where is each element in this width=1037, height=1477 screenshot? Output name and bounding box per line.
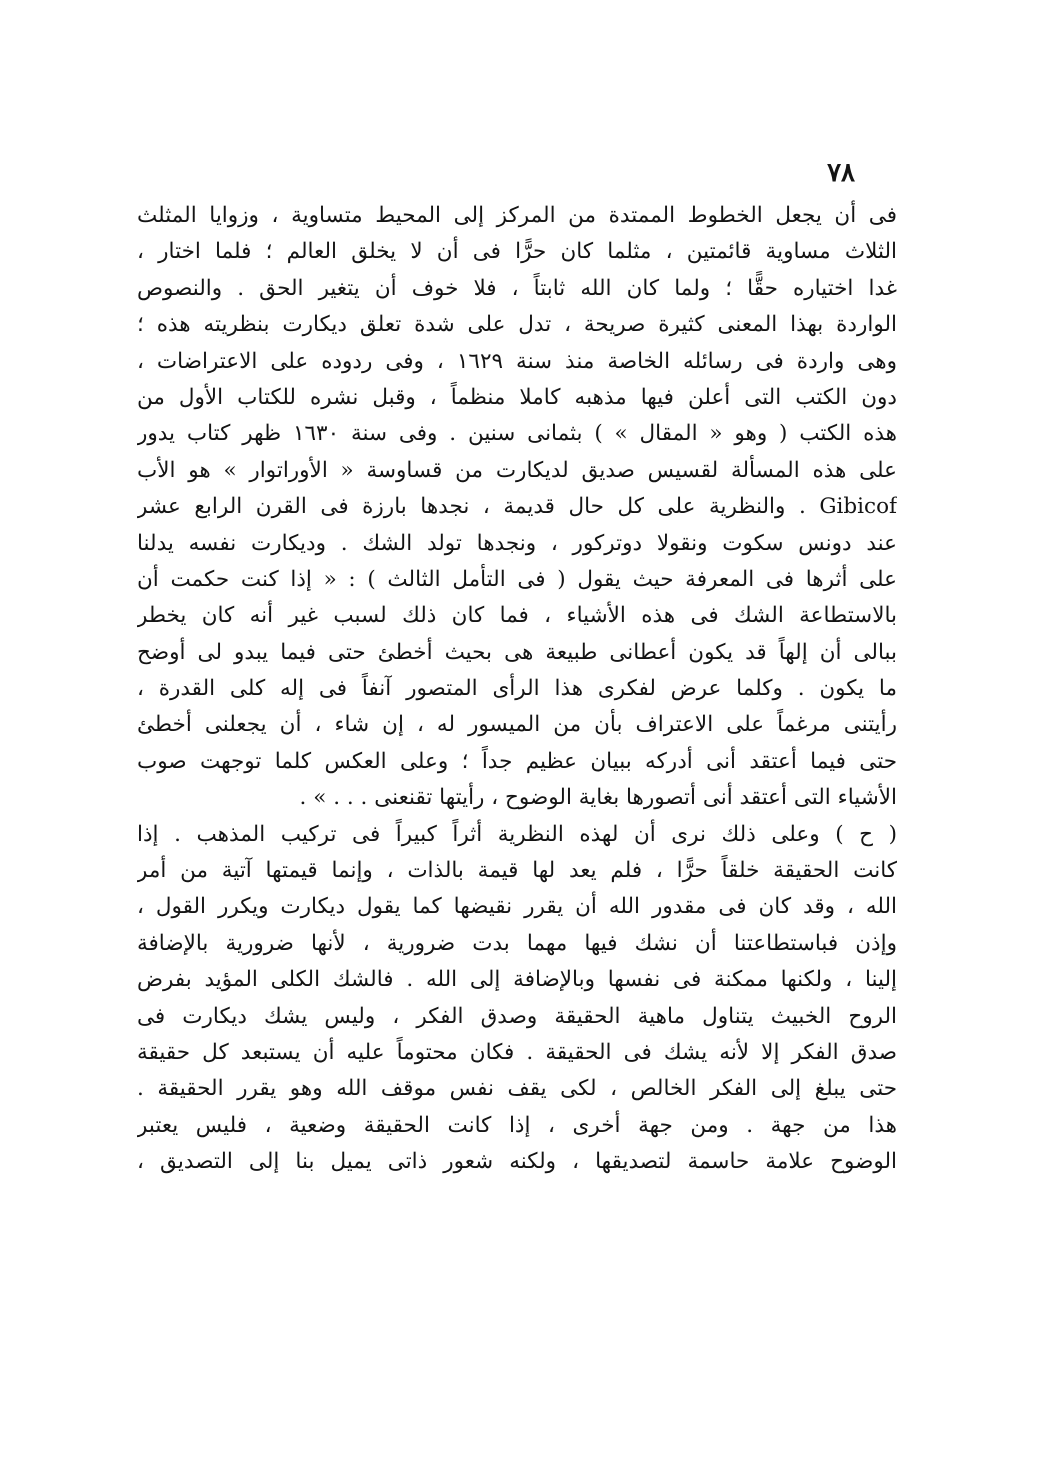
text-line: حتى يبلغ إلى الفكر الخالص ، لكى يقف نفس موقف الله وهو يقرر الحقيقة . bbox=[137, 1076, 897, 1102]
text-line: حتى فيما أعتقد أنى أدركه ببيان عظيم جداً ؛ وعلى العكس كلما توجهت صوب bbox=[137, 748, 897, 774]
text-line: الثلاث مساوية قائمتين ، مثلما كان حرًّا فى أن لا يخلق العالم ؛ فلما اختار ، bbox=[137, 239, 897, 265]
text-line: الواردة بهذا المعنى كثيرة صريحة ، تدل على شدة تعلق ديكارت بنظريته هذه ؛ bbox=[137, 312, 897, 338]
text-line: رأيتنى مرغماً على الاعتراف بأن من الميسور له ، إن شاء ، أن يجعلنى أخطئ bbox=[137, 712, 897, 738]
text-line: الروح الخبيث يتناول ماهية الحقيقة وصدق الفكر ، وليس يشك ديكارت فى bbox=[137, 1003, 897, 1029]
text-line: الوضوح علامة حاسمة لتصديقها ، ولكنه شعور ذاتى يميل بنا إلى التصديق ، bbox=[137, 1149, 897, 1175]
text-line: وهى واردة فى رسائله الخاصة منذ سنة ١٦٢٩ ، وفى ردوده على الاعتراضات ، bbox=[137, 348, 897, 374]
text-line: على أثرها فى المعرفة حيث يقول ( فى التأمل الثالث ) : « إذا كنت حكمت أن bbox=[137, 566, 897, 592]
text-line: إلينا ، ولكنها ممكنة فى نفسها وبالإضافة إلى الله . فالشك الكلى المؤيد بفرض bbox=[137, 967, 897, 993]
paragraph-first-line: ( ح ) وعلى ذلك نرى أن لهذه النظرية أثراً كبيراً فى تركيب المذهب . إذا bbox=[137, 821, 897, 847]
text-line: على هذه المسألة لقسيس صديق لديكارت من قساوسة « الأوراتوار » هو الأب bbox=[137, 457, 897, 483]
text-line: ما يكون . وكلما عرض لفكرى هذا الرأى المتصور آنفاً فى إله كلى القدرة ، bbox=[137, 676, 897, 702]
text-line: بالاستطاعة الشك فى هذه الأشياء ، فما كان ذلك لسبب غير أنه كان يخطر bbox=[137, 603, 897, 629]
text-line: فى أن يجعل الخطوط الممتدة من المركز إلى المحيط متساوية ، وزوايا المثلث bbox=[137, 203, 897, 228]
body-text bbox=[137, 198, 897, 1181]
text-line: غدا اختياره حقًّا ؛ ولما كان الله ثابتاً ، فلا خوف أن يتغير الحق . والنصوص bbox=[137, 275, 897, 301]
text-line: ببالى أن إلهاً قد يكون أعطانى طبيعة هى بحيث أخطئ حتى فيما يبدو لى أوضح bbox=[137, 639, 897, 665]
text-line: وإذن فباستطاعتنا أن نشك فيها مهما بدت ضرورية ، لأنها ضرورية بالإضافة bbox=[137, 930, 897, 956]
text-line: هذا من جهة . ومن جهة أخرى ، إذا كانت الحقيقة وضعية ، فليس يعتبر bbox=[137, 1112, 897, 1138]
text-line: عند دونس سكوت ونقولا دوتركور ، ونجدها تولد الشك . وديكارت نفسه يدلنا bbox=[137, 530, 897, 556]
text-line: كانت الحقيقة خلقاً حرًّا ، فلم يعد لها قيمة بالذات ، وإنما قيمتها آتية من أمر bbox=[137, 858, 897, 884]
text-line: الله ، وقد كان فى مقدور الله أن يقرر نقيضها كما يقول ديكارت ويكرر القول ، bbox=[137, 894, 897, 920]
text-line: Gibicof . والنظرية على كل حال قديمة ، نجدها بارزة فى القرن الرابع عشر bbox=[137, 494, 897, 520]
text-line: صدق الفكر إلا لأنه يشك فى الحقيقة . فكان محتوماً عليه أن يستبعد كل حقيقة bbox=[137, 1039, 897, 1065]
page-number: ٧٨ bbox=[827, 158, 855, 188]
text-line: دون الكتب التى أعلن فيها مذهبه كاملا منظماً ، وقبل نشره للكتاب الأول من bbox=[137, 384, 897, 410]
paragraph-last-line: الأشياء التى أعتقد أنى أتصورها بغاية الوضوح ، رأيتها تقنعنى . . . » . bbox=[299, 785, 897, 811]
text-line: هذه الكتب ( وهو « المقال » ) بثمانى سنين . وفى سنة ١٦٣٠ ظهر كتاب يدور bbox=[137, 421, 897, 447]
